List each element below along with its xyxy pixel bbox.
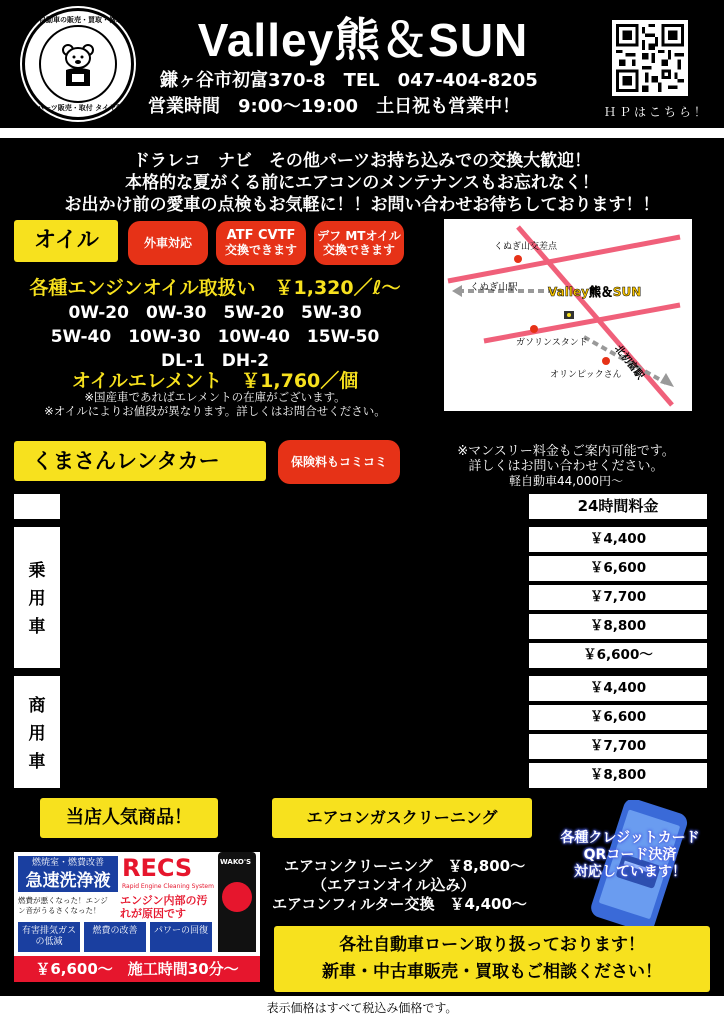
qr-code[interactable] xyxy=(612,20,688,96)
hp-label: ＨＰはこちら！ xyxy=(604,105,710,119)
product-benefit-1: 有害排気ガスの低減 xyxy=(18,922,80,952)
pill-text: デフ MTオイル xyxy=(317,229,401,243)
product-brand: RECS xyxy=(122,854,193,882)
loan-line-2: 新車・中古車販売・買取もご相談ください！ xyxy=(322,962,662,982)
business-hours: 営業時間 9:00～19:00 土日祝も営業中！ xyxy=(148,96,521,117)
product-small-tag: 燃焼室・燃費改善 xyxy=(18,856,118,870)
aircon-line-3: エアコンフィルター交換 ￥4,400～ xyxy=(272,895,527,913)
logo-ring-top-text: 自動車の販売・買取・修理・車検 xyxy=(39,16,144,24)
oil-grades-line-2: 5W-40 10W-30 10W-40 15W-50 xyxy=(50,327,380,347)
tax-footer: 表示価格はすべて税込み価格です。 xyxy=(0,996,724,1024)
row-class: ミニバン(エスティマ等 7～8人乗り) xyxy=(183,589,407,605)
product-can-brand: WAKO'S xyxy=(220,858,252,866)
table-header-corner xyxy=(14,494,60,519)
intro-line-3: お出かけ前の愛車の点検もお気軽に！！お問い合わせお待ちしております！！ xyxy=(64,195,660,215)
recs-product-ad xyxy=(14,852,260,982)
group-char: 車 xyxy=(28,617,46,637)
pill-text: 外車対応 xyxy=(143,236,192,250)
pill-text: 保険料もコミコミ xyxy=(290,455,387,469)
product-benefit-2: 燃費の改善 xyxy=(84,922,146,952)
pill-text: 交換できます xyxy=(224,243,297,257)
map-label-shop: Valley熊＆SUN xyxy=(548,285,642,299)
row-class: コンパクトカー(ポルテ等 5人乗り) xyxy=(187,560,403,576)
bear-icon xyxy=(54,40,102,88)
oil-note-2: ※オイルによりお値段が異なります。詳しくはお問合せください。 xyxy=(44,404,386,418)
credit-line-1: 各種クレジットカード xyxy=(560,830,700,846)
row-price: ￥7,700 xyxy=(529,585,707,610)
row-class: キャラバン xyxy=(261,738,329,754)
product-desc-2: エンジン内部の汚れが原因です xyxy=(120,894,208,920)
aircon-cleaning-label: エアコンガスクリーニング xyxy=(272,798,532,838)
engine-oil-price: 各種エンジンオイル取扱い ￥1,320／ℓ～ xyxy=(29,277,401,299)
group-char: 乗 xyxy=(28,561,46,581)
oil-element-price: オイルエレメント ￥1,760／個 xyxy=(71,370,359,392)
shop-address: 鎌ヶ谷市初富370-8 TEL 047-404-8205 xyxy=(160,70,538,91)
map-label-olympic: オリンピックさん xyxy=(550,370,622,380)
rental-section-label: くまさんレンタカー xyxy=(14,441,266,481)
product-title: 急速洗浄液 xyxy=(18,870,118,892)
credit-line-3: 対応しています！ xyxy=(574,864,686,880)
rental-pill-insurance xyxy=(278,440,400,484)
logo-bear-emblem xyxy=(39,25,117,103)
oil-note-1: ※国産車であればエレメントの在庫がございます。 xyxy=(84,390,346,404)
row-class: 平ボディトラック(1.5ｔ) xyxy=(216,767,374,783)
rental-note-1: ※マンスリー料金もご案内可能です。 xyxy=(457,444,675,459)
row-class: 軽自動車(ムーブコンテ等 4人乗り) xyxy=(188,531,402,547)
aircon-line-2: （エアコンオイル込み） xyxy=(312,876,476,894)
loan-banner xyxy=(274,926,710,992)
row-price: ￥8,800 xyxy=(529,614,707,639)
shop-title: Valley熊＆SUN xyxy=(197,14,529,66)
intro-line-1: ドラレコ ナビ その他パーツお持ち込みでの交換大歓迎！ xyxy=(132,151,592,171)
aircon-line-1: エアコンクリーニング ￥8,800～ xyxy=(284,857,526,875)
oil-pill-diff-mt xyxy=(314,221,404,265)
pill-text: 交換できます xyxy=(322,243,395,257)
row-price: ￥8,800 xyxy=(529,763,707,788)
row-price: ￥6,600 xyxy=(529,705,707,730)
oil-section-label: オイル xyxy=(14,220,118,262)
product-can-icon xyxy=(218,852,256,952)
group-char: 車 xyxy=(28,752,46,772)
oil-grades-line-3: DL-1 DH-2 xyxy=(160,351,270,371)
product-desc-1: 燃費が悪くなった！エンジン音がうるさくなった！ xyxy=(18,896,108,915)
group-commercial xyxy=(14,676,60,788)
row-class: 軽トラック xyxy=(261,680,329,696)
loan-line-1: 各社自動車ローン取り扱っております！ xyxy=(339,935,645,955)
credit-line-2: QRコード決済 xyxy=(583,847,677,863)
header-price: 24時間料金 xyxy=(529,494,707,519)
rental-note-3: 軽自動車44,000円～ xyxy=(509,474,623,488)
group-passenger xyxy=(14,527,60,668)
rental-notes xyxy=(426,444,706,489)
oil-pill-atf-cvtf xyxy=(216,221,306,265)
payment-methods-text xyxy=(540,830,720,881)
map-label-gas-station: ガソリンスタンド xyxy=(516,338,588,348)
product-brand-sub: Rapid Engine Cleaning System xyxy=(122,883,214,890)
map-label-kitahatsutomi: 北初富駅 xyxy=(612,343,646,382)
oil-pill-foreign-car xyxy=(128,221,208,265)
row-class: ハイクラスミニバン(アルファード等7～8人乗り) xyxy=(145,618,445,634)
can-emblem-icon xyxy=(222,882,252,912)
group-char: 用 xyxy=(28,589,46,609)
group-char: 商 xyxy=(28,696,46,716)
qr-code-icon xyxy=(616,24,684,92)
row-price: ￥6,600～ xyxy=(529,643,707,668)
row-class: 商用バン(ＡＤバン等) xyxy=(228,709,362,725)
intro-line-2: 本格的な夏がくる前にエアコンのメンテナンスもお忘れなく！ xyxy=(125,173,599,193)
map-graphic xyxy=(444,219,692,411)
shop-logo xyxy=(22,8,144,120)
product-benefit-3: パワーの回復 xyxy=(150,922,212,952)
header-class: 車種クラス xyxy=(257,497,333,515)
row-price: ￥6,600 xyxy=(529,556,707,581)
header-divider xyxy=(0,128,724,138)
popular-products-label: 当店人気商品！ xyxy=(40,798,218,838)
oil-grades-line-1: 0W-20 0W-30 5W-20 5W-30 xyxy=(68,303,362,323)
product-price-time: ￥6,600～ 施工時間30分～ xyxy=(14,956,260,982)
pill-text: ATF CVTF xyxy=(226,228,296,243)
row-class: ハイブリッドカー(車種についてはお問い合わせください) xyxy=(121,647,469,663)
row-price: ￥4,400 xyxy=(529,676,707,701)
map-label-kunugi-cross: くぬぎ山交差点 xyxy=(494,242,558,252)
map-label-kunugi-station: くぬぎ山駅 xyxy=(470,282,518,293)
group-char: 用 xyxy=(28,724,46,744)
row-price: ￥7,700 xyxy=(529,734,707,759)
row-price: ￥4,400 xyxy=(529,527,707,552)
logo-ring-bottom-text: パーツ販売・取付 タイヤ預かり xyxy=(37,104,138,112)
access-map xyxy=(444,219,692,411)
rental-note-2: 詳しくはお問い合わせください。 xyxy=(468,459,664,474)
